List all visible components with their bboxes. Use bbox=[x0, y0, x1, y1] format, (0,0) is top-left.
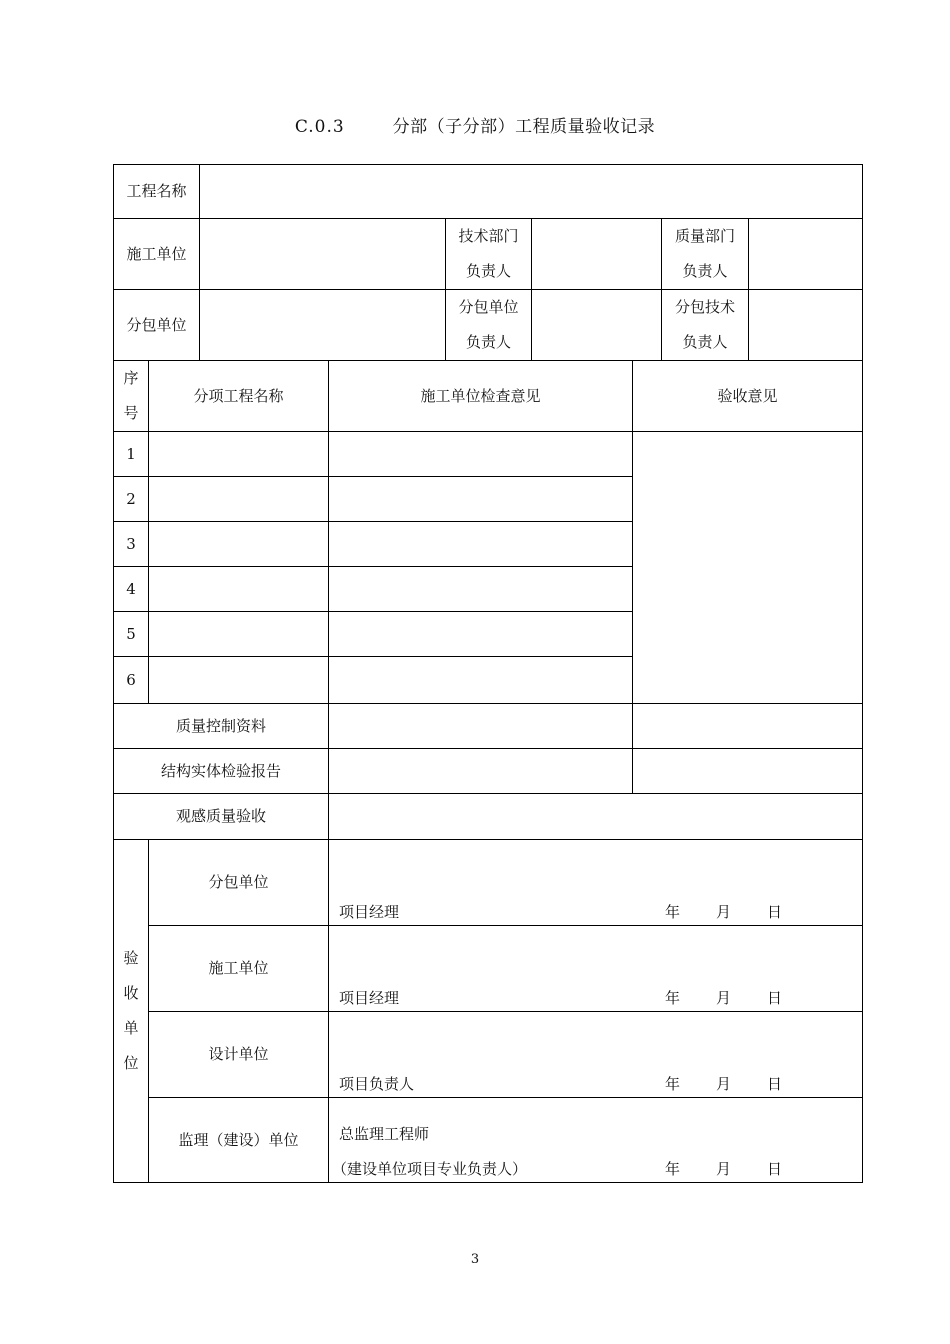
subcontractor-tech-head-field[interactable] bbox=[748, 289, 863, 361]
inspection-opinion-cell[interactable] bbox=[328, 656, 633, 704]
page-number: 3 bbox=[470, 1252, 480, 1267]
project-name-field[interactable] bbox=[199, 164, 863, 219]
acceptance-opinion-header: 验收意见 bbox=[632, 360, 863, 432]
side-label-char: 位 bbox=[123, 1054, 139, 1072]
chief-supervisor-label: 总监理工程师 bbox=[339, 1125, 430, 1143]
acceptance-opinion-field[interactable] bbox=[632, 431, 863, 704]
side-label-char: 收 bbox=[123, 984, 139, 1002]
sub-tech-label-line2: 负责人 bbox=[682, 333, 728, 351]
appearance-quality-field[interactable] bbox=[328, 793, 863, 840]
construction-unit-field[interactable] bbox=[199, 218, 446, 290]
item-name-cell[interactable] bbox=[148, 566, 329, 612]
document-title bbox=[0, 112, 950, 137]
tech-dept-head-field[interactable] bbox=[531, 218, 662, 290]
construction-unit-sign-label: 施工单位 bbox=[148, 925, 329, 1012]
construction-unit-label: 施工单位 bbox=[113, 218, 200, 290]
appearance-quality-label: 观感质量验收 bbox=[113, 793, 329, 840]
sub-head-label-line2: 负责人 bbox=[465, 333, 511, 351]
seq-header-line2: 号 bbox=[123, 404, 139, 422]
structure-test-report-label: 结构实体检验报告 bbox=[113, 748, 329, 794]
item-name-cell[interactable] bbox=[148, 611, 329, 657]
supervision-signature-cell[interactable] bbox=[328, 1097, 863, 1183]
quality-control-docs-opinion[interactable] bbox=[632, 703, 863, 749]
subcontractor-label: 分包单位 bbox=[113, 289, 200, 361]
inspection-opinion-cell[interactable] bbox=[328, 476, 633, 522]
row-number: 5 bbox=[113, 611, 149, 657]
inspection-opinion-cell[interactable] bbox=[328, 611, 633, 657]
seq-header-line1: 序 bbox=[123, 369, 139, 387]
acceptance-units-side-label bbox=[113, 839, 149, 1183]
form-code: C.0.3 bbox=[294, 117, 345, 137]
row-number: 4 bbox=[113, 566, 149, 612]
inspection-opinion-cell[interactable] bbox=[328, 566, 633, 612]
inspection-opinion-header: 施工单位检查意见 bbox=[328, 360, 633, 432]
item-name-cell[interactable] bbox=[148, 521, 329, 567]
design-signature-cell[interactable] bbox=[328, 1011, 863, 1098]
signer-label: 项目经理 bbox=[339, 903, 400, 921]
quality-dept-head-label bbox=[661, 218, 749, 290]
row-number: 6 bbox=[113, 656, 149, 704]
tech-dept-head-label bbox=[445, 218, 532, 290]
structure-test-report-opinion[interactable] bbox=[632, 748, 863, 794]
row-number: 1 bbox=[113, 431, 149, 477]
tech-dept-label-line1: 技术部门 bbox=[458, 227, 519, 245]
project-name-label: 工程名称 bbox=[113, 164, 200, 219]
sub-tech-label-line1: 分包技术 bbox=[674, 298, 735, 316]
owner-rep-label: （建设单位项目专业负责人） bbox=[332, 1160, 528, 1178]
item-name-cell[interactable] bbox=[148, 656, 329, 704]
quality-dept-label-line2: 负责人 bbox=[682, 262, 728, 280]
quality-dept-head-field[interactable] bbox=[748, 218, 863, 290]
signer-label: 项目经理 bbox=[339, 989, 400, 1007]
row-number: 3 bbox=[113, 521, 149, 567]
item-name-cell[interactable] bbox=[148, 476, 329, 522]
signer-label: 项目负责人 bbox=[339, 1075, 415, 1093]
tech-dept-label-line2: 负责人 bbox=[465, 262, 511, 280]
subcontractor-tech-head-label bbox=[661, 289, 749, 361]
subcontractor-field[interactable] bbox=[199, 289, 446, 361]
form-title: 分部（子分部）工程质量验收记录 bbox=[392, 117, 656, 137]
side-label-char: 验 bbox=[123, 949, 139, 967]
date-line: 年 月 日 bbox=[665, 903, 783, 921]
supervision-unit-label: 监理（建设）单位 bbox=[148, 1097, 329, 1183]
date-line: 年 月 日 bbox=[665, 1075, 783, 1093]
subcontractor-head-field[interactable] bbox=[531, 289, 662, 361]
subcontractor-signature-cell[interactable] bbox=[328, 839, 863, 926]
date-line: 年 月 日 bbox=[665, 1160, 783, 1178]
quality-control-docs-label: 质量控制资料 bbox=[113, 703, 329, 749]
date-line: 年 月 日 bbox=[665, 989, 783, 1007]
row-number: 2 bbox=[113, 476, 149, 522]
subcontractor-unit-label: 分包单位 bbox=[148, 839, 329, 926]
inspection-opinion-cell[interactable] bbox=[328, 431, 633, 477]
construction-signature-cell[interactable] bbox=[328, 925, 863, 1012]
structure-test-report-field[interactable] bbox=[328, 748, 633, 794]
quality-control-docs-field[interactable] bbox=[328, 703, 633, 749]
sub-head-label-line1: 分包单位 bbox=[458, 298, 519, 316]
design-unit-label: 设计单位 bbox=[148, 1011, 329, 1098]
item-name-header: 分项工程名称 bbox=[148, 360, 329, 432]
item-name-cell[interactable] bbox=[148, 431, 329, 477]
quality-dept-label-line1: 质量部门 bbox=[674, 227, 735, 245]
acceptance-form bbox=[113, 164, 863, 1183]
seq-header bbox=[113, 360, 149, 432]
side-label-char: 单 bbox=[123, 1019, 139, 1037]
subcontractor-head-label bbox=[445, 289, 532, 361]
inspection-opinion-cell[interactable] bbox=[328, 521, 633, 567]
